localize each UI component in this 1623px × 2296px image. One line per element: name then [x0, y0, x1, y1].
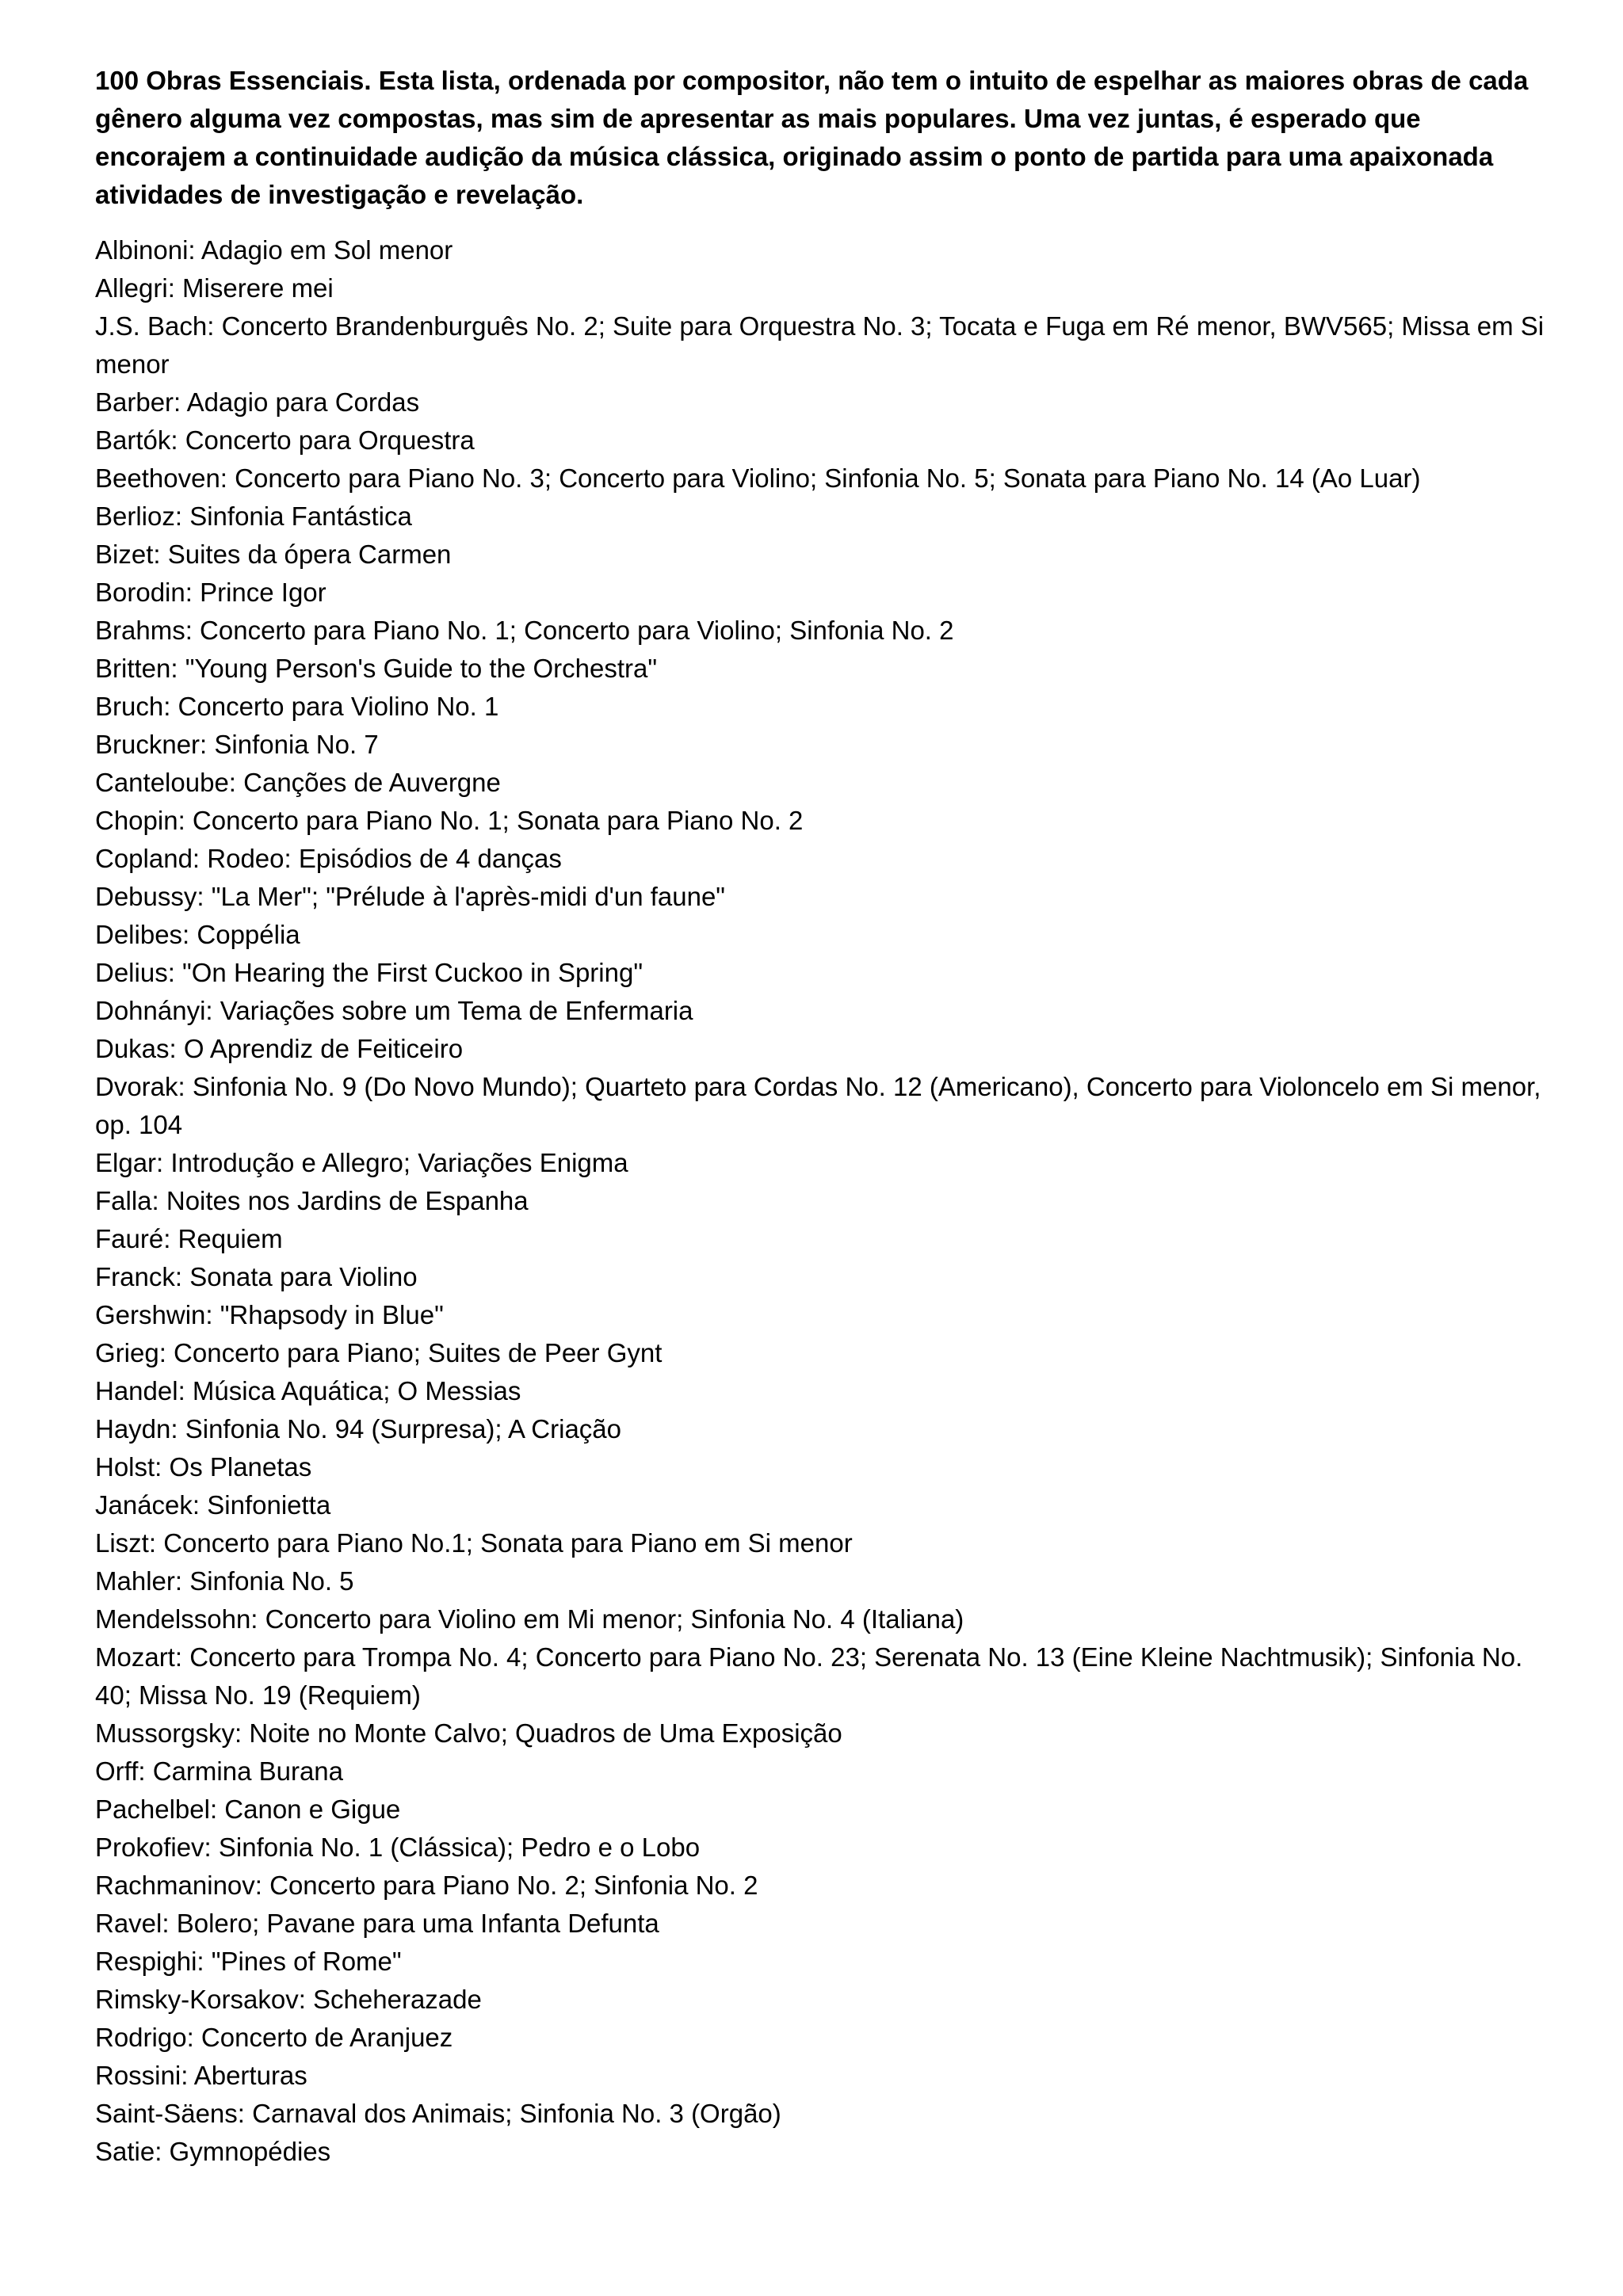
list-item: Mendelssohn: Concerto para Violino em Mi menor; Sinfonia No. 4 (Italiana) — [95, 1604, 964, 1634]
list-item: Falla: Noites nos Jardins de Espanha — [95, 1186, 529, 1215]
works-list — [95, 231, 1545, 2171]
document-page — [95, 62, 1545, 2171]
list-item: Fauré: Requiem — [95, 1224, 283, 1253]
list-item: Barber: Adagio para Cordas — [95, 387, 420, 417]
list-item: Rossini: Aberturas — [95, 2061, 307, 2090]
list-item: Rachmaninov: Concerto para Piano No. 2; Sinfonia No. 2 — [95, 1871, 758, 1900]
list-item: Prokofiev: Sinfonia No. 1 (Clássica); Pedro e o Lobo — [95, 1833, 701, 1862]
list-item: Brahms: Concerto para Piano No. 1; Concerto para Violino; Sinfonia No. 2 — [95, 616, 954, 645]
list-item: Dohnányi: Variações sobre um Tema de Enfermaria — [95, 996, 693, 1025]
list-item: Dukas: O Aprendiz de Feiticeiro — [95, 1034, 464, 1063]
list-item: Delibes: Coppélia — [95, 920, 300, 949]
list-item: Gershwin: "Rhapsody in Blue" — [95, 1300, 444, 1329]
list-item: Dvorak: Sinfonia No. 9 (Do Novo Mundo); Quarteto para Cordas No. 12 (Americano), Concerto para Violoncelo em Si menor, op. 104 — [95, 1072, 1541, 1139]
list-item: Mussorgsky: Noite no Monte Calvo; Quadros de Uma Exposição — [95, 1718, 842, 1748]
list-item: Delius: "On Hearing the First Cuckoo in Spring" — [95, 958, 643, 987]
list-item: Bizet: Suites da ópera Carmen — [95, 540, 452, 569]
list-item: Bruckner: Sinfonia No. 7 — [95, 730, 379, 759]
list-item: Rodrigo: Concerto de Aranjuez — [95, 2023, 453, 2052]
list-item: Satie: Gymnopédies — [95, 2137, 331, 2166]
list-item: Liszt: Concerto para Piano No.1; Sonata para Piano em Si menor — [95, 1528, 853, 1558]
list-item: Beethoven: Concerto para Piano No. 3; Concerto para Violino; Sinfonia No. 5; Sonata para Piano No. 14 (Ao Luar) — [95, 463, 1421, 493]
list-item: Canteloube: Canções de Auvergne — [95, 768, 501, 797]
list-item: Debussy: "La Mer"; "Prélude à l'après-midi d'un faune" — [95, 882, 726, 911]
list-item: Pachelbel: Canon e Gigue — [95, 1794, 401, 1824]
list-item: Grieg: Concerto para Piano; Suites de Peer Gynt — [95, 1338, 663, 1367]
list-item: Elgar: Introdução e Allegro; Variações Enigma — [95, 1148, 628, 1177]
list-item: Mozart: Concerto para Trompa No. 4; Concerto para Piano No. 23; Serenata No. 13 (Eine Kleine Nachtmusik); Sinfonia No. 40; Missa No. 19 (Requiem) — [95, 1642, 1523, 1710]
list-item: Saint-Säens: Carnaval dos Animais; Sinfonia No. 3 (Orgão) — [95, 2099, 781, 2128]
list-item: J.S. Bach: Concerto Brandenburguês No. 2; Suite para Orquestra No. 3; Tocata e Fuga em Ré menor, BWV565; Missa em Si menor — [95, 311, 1545, 379]
list-item: Bruch: Concerto para Violino No. 1 — [95, 692, 499, 721]
list-item: Ravel: Bolero; Pavane para uma Infanta Defunta — [95, 1909, 659, 1938]
list-item: Chopin: Concerto para Piano No. 1; Sonata para Piano No. 2 — [95, 806, 804, 835]
list-item: Haydn: Sinfonia No. 94 (Surpresa); A Criação — [95, 1414, 622, 1444]
list-item: Borodin: Prince Igor — [95, 578, 327, 607]
list-item: Copland: Rodeo: Episódios de 4 danças — [95, 844, 562, 873]
list-item: Allegri: Miserere mei — [95, 273, 334, 303]
list-item: Respighi: "Pines of Rome" — [95, 1947, 402, 1976]
list-item: Berlioz: Sinfonia Fantástica — [95, 502, 412, 531]
intro-paragraph: 100 Obras Essenciais. Esta lista, ordenada por compositor, não tem o intuito de espelhar as maiores obras de cada gênero alguma vez compostas, mas sim de apresentar as mais populares. Uma vez juntas, é esperado que encorajem a continuidade audição da música clássica, originado assim o ponto de partida para uma apaixonada atividades de investigação e revelação. — [95, 66, 1529, 209]
list-item: Holst: Os Planetas — [95, 1452, 312, 1482]
list-item: Franck: Sonata para Violino — [95, 1262, 418, 1291]
list-item: Handel: Música Aquática; O Messias — [95, 1376, 521, 1405]
list-item: Mahler: Sinfonia No. 5 — [95, 1566, 354, 1596]
list-item: Bartók: Concerto para Orquestra — [95, 425, 475, 455]
list-item: Albinoni: Adagio em Sol menor — [95, 235, 453, 265]
list-item: Orff: Carmina Burana — [95, 1756, 344, 1786]
list-item: Janácek: Sinfonietta — [95, 1490, 331, 1520]
list-item: Rimsky-Korsakov: Scheherazade — [95, 1985, 482, 2014]
list-item: Britten: "Young Person's Guide to the Orchestra" — [95, 654, 658, 683]
